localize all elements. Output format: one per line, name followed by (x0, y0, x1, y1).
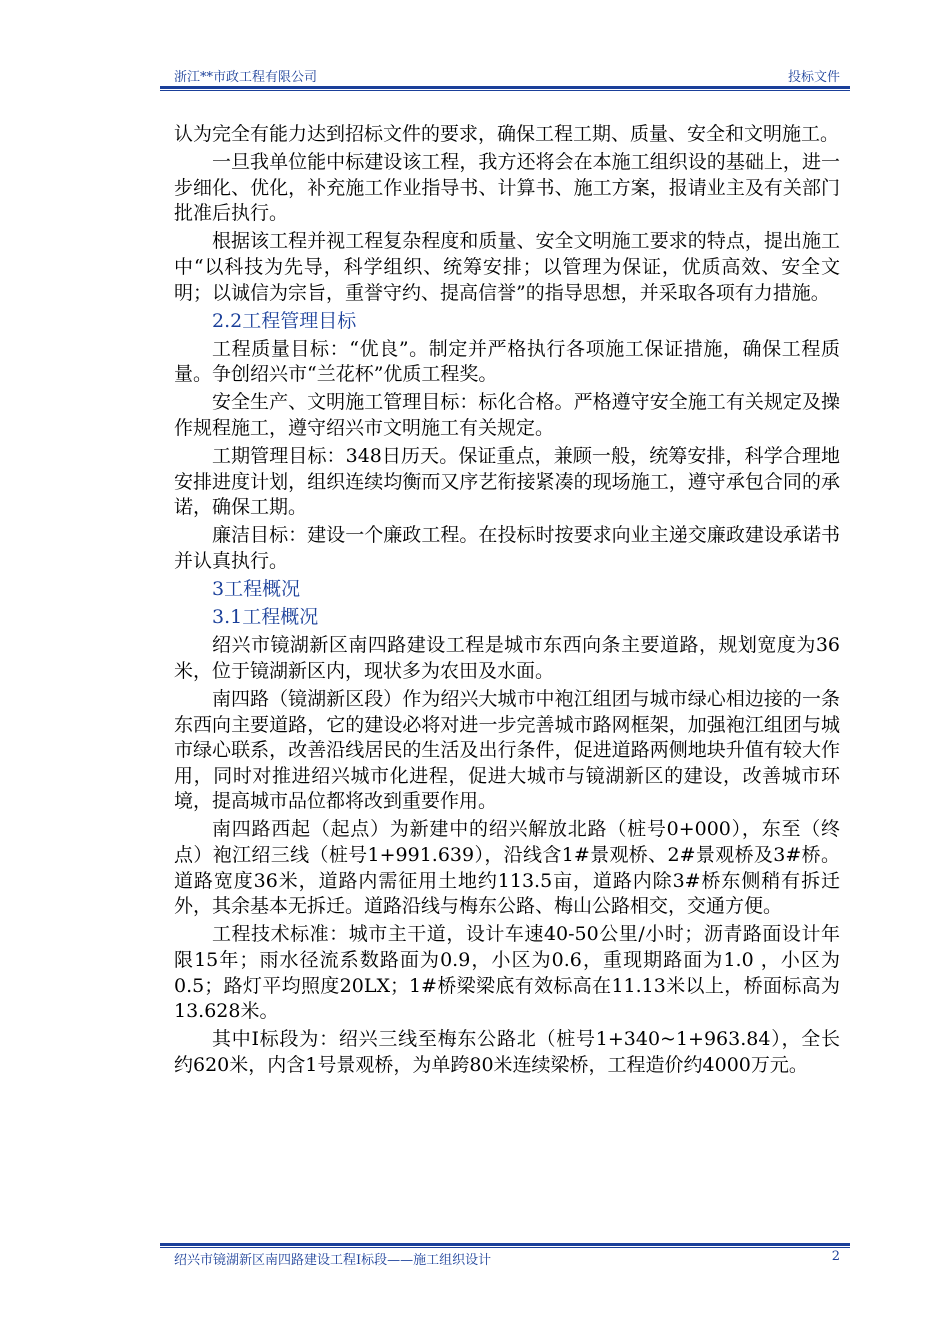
paragraph: 其中Ⅰ标段为：绍兴三线至梅东公路北（桩号1+340~1+963.84），全长约620米，内含1号景观桥，为单跨80米连续梁桥，工程造价约4000万元。 (174, 1028, 840, 1076)
section-heading-3-1: 3.1工程概况 (212, 606, 319, 629)
page-number: 2 (831, 1249, 840, 1264)
document-body (174, 122, 840, 1081)
header-rule-thin (160, 90, 850, 91)
paragraph: 南四路西起（起点）为新建中的绍兴解放北路（桩号0+000），东至（终点）袍江绍三线（桩号1+991.639），沿线含1#景观桥、2#景观桥及3#桥。道路宽度36米，道路内需征用土地约113.5亩，道路内除3#桥东侧稍有拆迁外，其余基本无拆迁。道路沿线与梅东公路、梅山公路相交，交通方便。 (174, 818, 840, 918)
company-name: 浙江**市政工程有限公司 (174, 70, 318, 85)
paragraph: 工程技术标准：城市主干道，设计车速40-50公里/小时；沥青路面设计年限15年；雨水径流系数路面为0.9，小区为0.6，重现期路面为1.0 ，小区为0.5；路灯平均照度20LX；1#桥梁梁底有效标高在11.13米以上，桥面标高为13.628米。 (174, 923, 840, 1023)
section-heading-2-2: 2.2工程管理目标 (212, 309, 357, 332)
paragraph: 廉洁目标：建设一个廉政工程。在投标时按要求向业主递交廉政建设承诺书并认真执行。 (174, 524, 840, 572)
paragraph: 安全生产、文明施工管理目标：标化合格。严格遵守安全施工有关规定及操作规程施工，遵守绍兴市文明施工有关规定。 (174, 391, 840, 440)
paragraph: 绍兴市镜湖新区南四路建设工程是城市东西向条主要道路，规划宽度为36米，位于镜湖新区内，现状多为农田及水面。 (174, 634, 840, 682)
footer-rule-thick (160, 1243, 850, 1246)
section-heading-3: 3工程概况 (212, 578, 301, 601)
document-type: 投标文件 (787, 70, 840, 85)
paragraph: 工期管理目标：348日历天。保证重点，兼顾一般，统筹安排，科学合理地安排进度计划，组织连续均衡而又序艺衔接紧凑的现场施工，遵守承包合同的承诺，确保工期。 (174, 445, 840, 519)
paragraph: 工程质量目标：“优良”。制定并严格执行各项施工保证措施，确保工程质量。争创绍兴市“兰花杯”优质工程奖。 (174, 337, 840, 386)
paragraph: 南四路（镜湖新区段）作为绍兴大城市中袍江组团与城市绿心相边接的一条东西向主要道路，它的建设必将对进一步完善城市路网框架，加强袍江组团与城市绿心联系，改善沿线居民的生活及出行条件，促进道路两侧地块升值有较大作用，同时对推进绍兴城市化进程，促进大城市与镜湖新区的建设，改善城市环境，提高城市品位都将改到重要作用。 (174, 687, 840, 813)
paragraph-continuation: 认为完全有能力达到招标文件的要求，确保工程工期、质量、安全和文明施工。 (174, 123, 840, 145)
page-footer (160, 1248, 840, 1270)
header-rule-thick (160, 86, 850, 89)
paragraph: 一旦我单位能中标建设该工程，我方还将会在本施工组织设的基础上，进一步细化、优化，补充施工作业指导书、计算书、施工方案，报请业主及有关部门批准后执行。 (174, 151, 840, 225)
footer-title: 绍兴市镜湖新区南四路建设工程Ⅰ标段——施工组织设计 (174, 1253, 492, 1268)
paragraph: 根据该工程并视工程复杂程度和质量、安全文明施工要求的特点，提出施工中“以科技为先导，科学组织、统筹安排；以管理为保证，优质高效、安全文明；以诚信为宗旨，重誉守约、提高信誉”的指导思想，并采取各项有力措施。 (174, 230, 840, 304)
